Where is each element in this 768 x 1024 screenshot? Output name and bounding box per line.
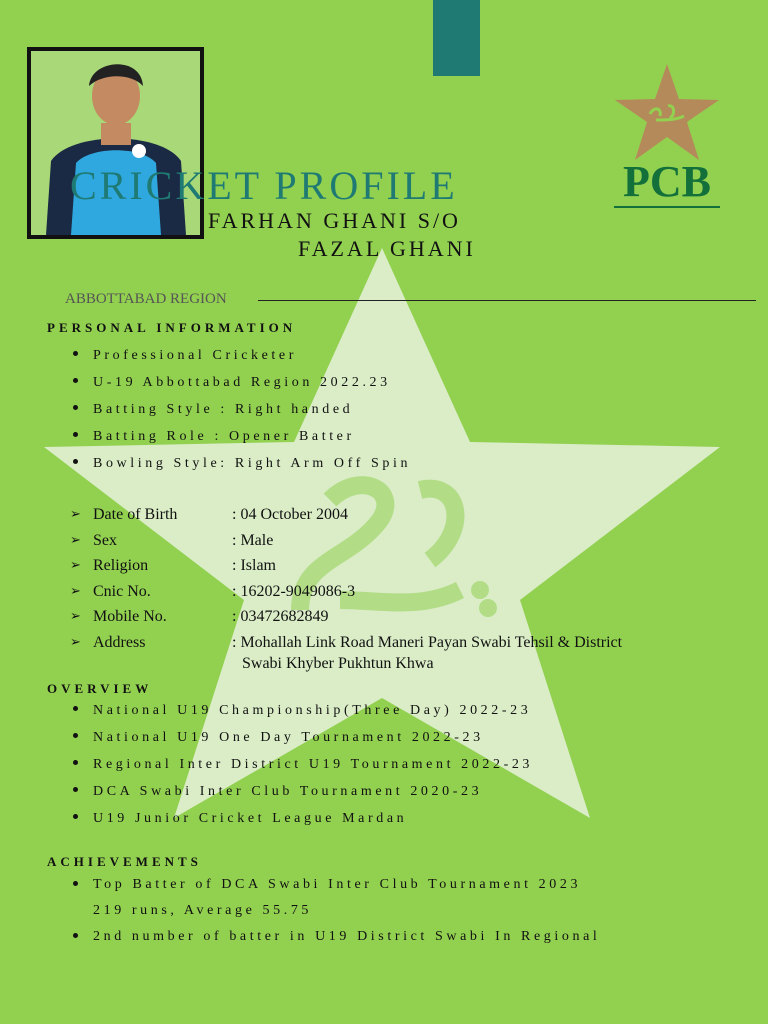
bullet-icon [73, 787, 78, 792]
list-item: DCA Swabi Inter Club Tournament 2020-23 [93, 778, 533, 805]
bullet-icon [73, 405, 78, 410]
arrow-bullet-icon: ➢ [70, 532, 81, 548]
achievements-heading: ACHIEVEMENTS [47, 854, 202, 869]
bullet-icon [73, 459, 78, 464]
bullet-icon [73, 706, 78, 711]
bullet-icon [73, 378, 78, 383]
address-line-2: Swabi Khyber Pukhtun Khwa [242, 655, 434, 672]
list-item: Bowling Style: Right Arm Off Spin [93, 450, 411, 477]
overview-list [93, 697, 533, 832]
personal-info-list [93, 342, 411, 477]
overview-heading: OVERVIEW [47, 681, 153, 696]
arrow-bullet-icon: ➢ [70, 558, 81, 573]
list-item: National U19 One Day Tournament 2022-23 [93, 724, 533, 751]
achievements-list [93, 872, 600, 950]
region-label: ABBOTTABAD REGION [65, 291, 227, 307]
list-item: Batting Style : Right handed [93, 396, 411, 423]
bullet-icon [73, 432, 78, 437]
personal-info-heading: PERSONAL INFORMATION [47, 320, 297, 335]
list-item: National U19 Championship(Three Day) 2022-23 [93, 697, 533, 724]
list-item: Regional Inter District U19 Tournament 2022-23 [93, 751, 533, 778]
bullet-icon [73, 881, 78, 886]
bullet-icon [73, 814, 78, 819]
profile-photo [27, 47, 204, 239]
pcb-star-icon [612, 62, 722, 162]
page-title: CRICKET PROFILE [70, 163, 458, 208]
bullet-icon [73, 933, 78, 938]
arrow-bullet-icon: ➢ [70, 634, 81, 650]
pcb-logo-text: PCB [614, 158, 720, 208]
list-item: U-19 Abbottabad Region 2022.23 [93, 369, 411, 396]
bullet-icon [73, 733, 78, 738]
list-item: U19 Junior Cricket League Mardan [93, 805, 533, 832]
arrow-bullet-icon: ➢ [70, 609, 81, 624]
arrow-bullet-icon: ➢ [70, 583, 81, 599]
list-item: Professional Cricketer [93, 342, 411, 369]
father-name: FAZAL GHANI [298, 236, 476, 261]
top-accent-bar [433, 0, 480, 76]
list-item: Batting Role : Opener Batter [93, 423, 411, 450]
region-divider [258, 300, 756, 301]
list-item: Top Batter of DCA Swabi Inter Club Tournament 2023 219 runs, Average 55.75 [93, 872, 600, 924]
arrow-bullet-icon: ➢ [70, 507, 81, 522]
bullet-icon [73, 760, 78, 765]
bullet-icon [73, 351, 78, 356]
player-name: FARHAN GHANI S/O [208, 208, 461, 233]
list-item: 2nd number of batter in U19 District Swabi In Regional [93, 924, 600, 950]
